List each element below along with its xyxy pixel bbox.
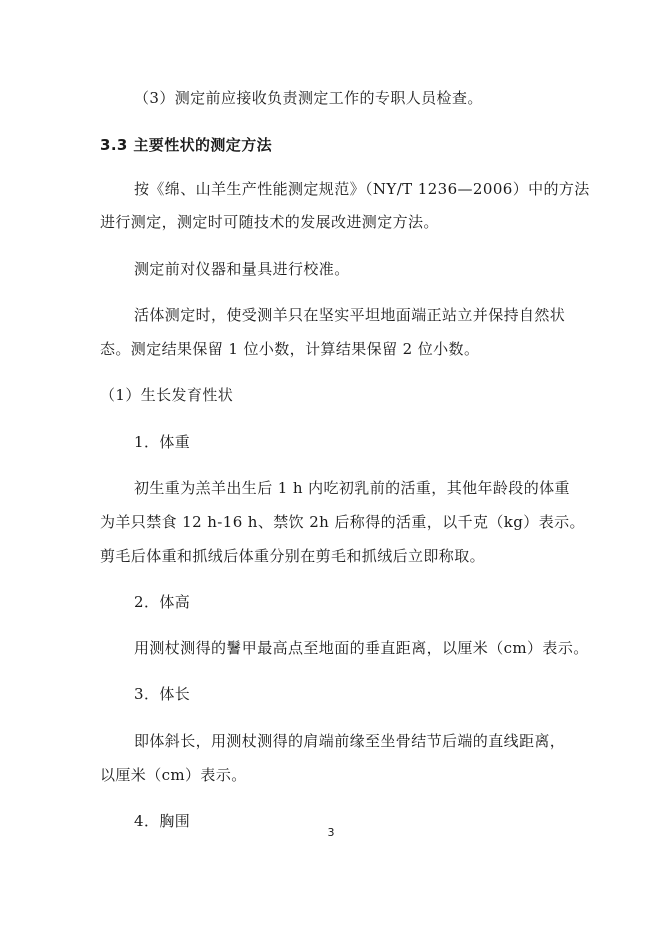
section-heading-3-3: 3.3 主要性状的测定方法 [100, 136, 272, 154]
page-number: 3 [327, 826, 335, 839]
paragraph-calibration: 测定前对仪器和量具进行校准。 [134, 260, 350, 278]
item-chest-title: 4．胸围 [134, 812, 191, 830]
subsection-growth: （1）生长发育性状 [100, 386, 234, 404]
paragraph-height: 用测杖测得的鬐甲最高点至地面的垂直距离，以厘米（cm）表示。 [134, 639, 589, 657]
paragraph-standard-line-2: 进行测定，测定时可随技术的发展改进测定方法。 [100, 213, 439, 231]
item-weight-title: 1．体重 [134, 433, 191, 451]
paragraph-length-line-1: 即体斜长，用测杖测得的肩端前缘至坐骨结节后端的直线距离， [134, 732, 566, 750]
paragraph-standard-line-1: 按《绵、山羊生产性能测定规范》（NY/T 1236—2006）中的方法 [134, 180, 590, 198]
paragraph-length-line-2: 以厘米（cm）表示。 [100, 766, 247, 784]
paragraph-inspection: （3）测定前应接收负责测定工作的专职人员检查。 [134, 89, 483, 107]
paragraph-live-line-1: 活体测定时，使受测羊只在坚实平坦地面端正站立并保持自然状 [134, 306, 566, 324]
paragraph-weight-line-1: 初生重为羔羊出生后 1 h 内吃初乳前的活重，其他年龄段的体重 [134, 479, 570, 497]
paragraph-weight-line-2: 为羊只禁食 12 h-16 h、禁饮 2h 后称得的活重，以千克（kg）表示。 [100, 513, 585, 531]
item-length-title: 3．体长 [134, 685, 191, 703]
paragraph-live-line-2: 态。测定结果保留 1 位小数，计算结果保留 2 位小数。 [100, 340, 480, 358]
paragraph-weight-line-3: 剪毛后体重和抓绒后体重分别在剪毛和抓绒后立即称取。 [100, 547, 486, 565]
item-height-title: 2．体高 [134, 593, 191, 611]
